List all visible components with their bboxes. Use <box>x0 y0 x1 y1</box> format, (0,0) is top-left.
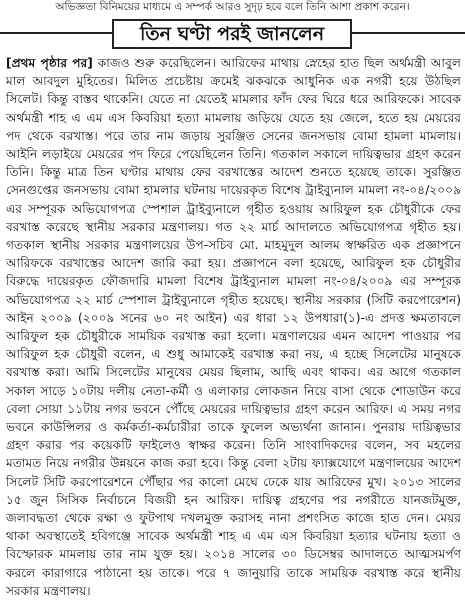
headline: তিন ঘণ্টা পরই জানলেন <box>139 23 325 45</box>
article-body <box>0 50 465 600</box>
headline-box <box>112 19 352 49</box>
article-text: কাজও শুরু করেছিলেন। আরিফের মাথায় স্নেহের হাত ছিল অর্থমন্ত্রী আবুল মাল আবদুল মুহিতের। মিলিত প্রচেষ্টায় ক্রমেই ঝকঝকে আধুনিক এক নগরী হয়ে উঠছিল সিলেট। কিন্তু বাস্তব থাকেনি। যেতে না যেতেই মামলার ফাঁদ ফের ঘিরে ধরে আরিফকে। সাবেক অর্থমন্ত্রী শাহ এ এম এস কিবরিয়া হত্যা মামলায় জড়িয়ে যেতে হয় জেলে, হতে হয় মেয়রের পদ থেকে বরখাস্ত। পরে তার নাম জড়ায় সুরঞ্জিত সেনের জনসভায় বোমা হামলা মামলায়। আইনি লড়াইয়ে মেয়রের পদ ফিরে পেয়েছিলেন তিনি। গতকাল সকালে দায়িত্বভার গ্রহণ করেন তিনি। কিন্তু মাত্র তিন ঘণ্টার মাথায় ফের বরখাস্তের আদেশ শুনতে হয়েছে তাকে। সুরঞ্জিত সেনগুপ্তের জনসভায় বোমা হামলার ঘটনায় দায়েরকৃত বিশেষ ট্রাইব্যুনাল মামলা নং-০৪/২০০৯ এর সম্পূরক অভিযোগপত্র স্পেশাল ট্রাইব্যুনালে গৃহীত হওয়ায় আরিফুল হক চৌধুরীকে ফের বরখাস্ত করেছে স্থানীয় সরকার মন্ত্রণালয়। গত ২২ মার্চ আদালতে অভিযোগপত্র গৃহীত হয়। গতকাল স্থানীয় সরকার মন্ত্রণালয়ের উপ-সচিব মো. মাহমুদুল আলম স্বাক্ষরিত এক প্রজ্ঞাপনে আরিফকে বরখাস্তের আদেশ জারি করা হয়। প্রজ্ঞাপনে বলা হয়েছে, আরিফুল হক চৌধুরীর বিরুদ্ধে দায়েরকৃত ফৌজদারি মামলা বিশেষ ট্রাইব্যুনাল মামলা নং-০৪/২০০৯ এর সম্পূরক অভিযোগপত্র ২২ মার্চ স্পেশাল ট্রাইব্যুনালে গৃহীত হয়েছে। স্থানীয় সরকার (সিটি করপোরেশন) আইন ২০০৯ (২০০৯ সনের ৬০ নং আইন) এর ধারা ১২ উপধারা(১)-এ প্রদত্ত ক্ষমতাবলে আরিফুল হক চৌধুরীকে সাময়িক বরখাস্ত করা হলো। মন্ত্রণালয়ের এমন আদেশ পাওয়ার পর আরিফুল হক চৌধুরী বলেন, এ শুধু আমাকেই বরখাস্ত করা নয়, এ হচ্ছে সিলেটের মানুষকে বরখাস্ত করা। আমি সিলেটের মানুষের মেয়র ছিলাম, আছি এবং থাকব। এর আগে গতকাল সকাল সাড়ে ১০টায় দলীয় নেতা-কর্মী ও এলাকার লোকজন নিয়ে বাসা থেকে শোডাউন করে বেলা সোয়া ১১টায় নগর ভবনে পৌঁছে মেয়রের দায়িত্বভার গ্রহণ করেন আরিফ। এ সময় নগর ভবনে কাউন্সিলর ও কর্মকর্তা-কর্মচারীরা তাকে ফুলেল অভ্যর্থনা জানান। পুনরায় দায়িত্বভার গ্রহণ করার পর কয়েকটি ফাইলেও স্বাক্ষর করেন। তিনি সাংবাদিকদের বলেন, সব মহলের মতামত নিয়ে নগরীর উন্নয়নে কাজ করা হবে। কিন্তু বেলা ২টায় ফ্যাক্সযোগে মন্ত্রণালয়ের আদেশ সিলেট সিটি করপোরেশনে পৌঁছার পর কালো মেঘে ঢেকে যায় আরিফের মুখ। ২০১৩ সালের ১৫ জুন সিসিক নির্বাচনে বিজয়ী হন আরিফ। দায়িত্ব গ্রহণের পর নগরীতে যানজটমুক্ত, জলাবদ্ধতা থেকে রক্ষা ও ফুটপাথ দখলমুক্ত করাসহ নানা প্রশংসিত কাজে হাত দেন। মেয়র থাকা অবস্থাতেই হবিগঞ্জে সাবেক অর্থমন্ত্রী শাহ এ এম এস কিবরিয়া হত্যার ঘটনায় হত্যা ও বিস্ফোরক মামলায় তার নাম যুক্ত হয়। ২০১৪ সালের ৩০ ডিসেম্বর আদালতে আত্মসমর্পণ করলে কারাগারে পাঠানো হয় তাকে। পরে ৭ জানুয়ারি তাকে সাময়িক বরখাস্ত করে স্থানীয় সরকার মন্ত্রণালয়। <box>6 56 461 598</box>
previous-article-last-line: অভিজ্ঞতা বিনিময়ের মাধ্যমে এ সম্পর্ক আরও সুদৃঢ় হবে বলে তিনি আশা প্রকাশ করেন। <box>55 1 410 13</box>
continuation-kicker: [প্রথম পৃষ্ঠার পর] <box>6 56 93 70</box>
headline-band <box>0 16 465 50</box>
